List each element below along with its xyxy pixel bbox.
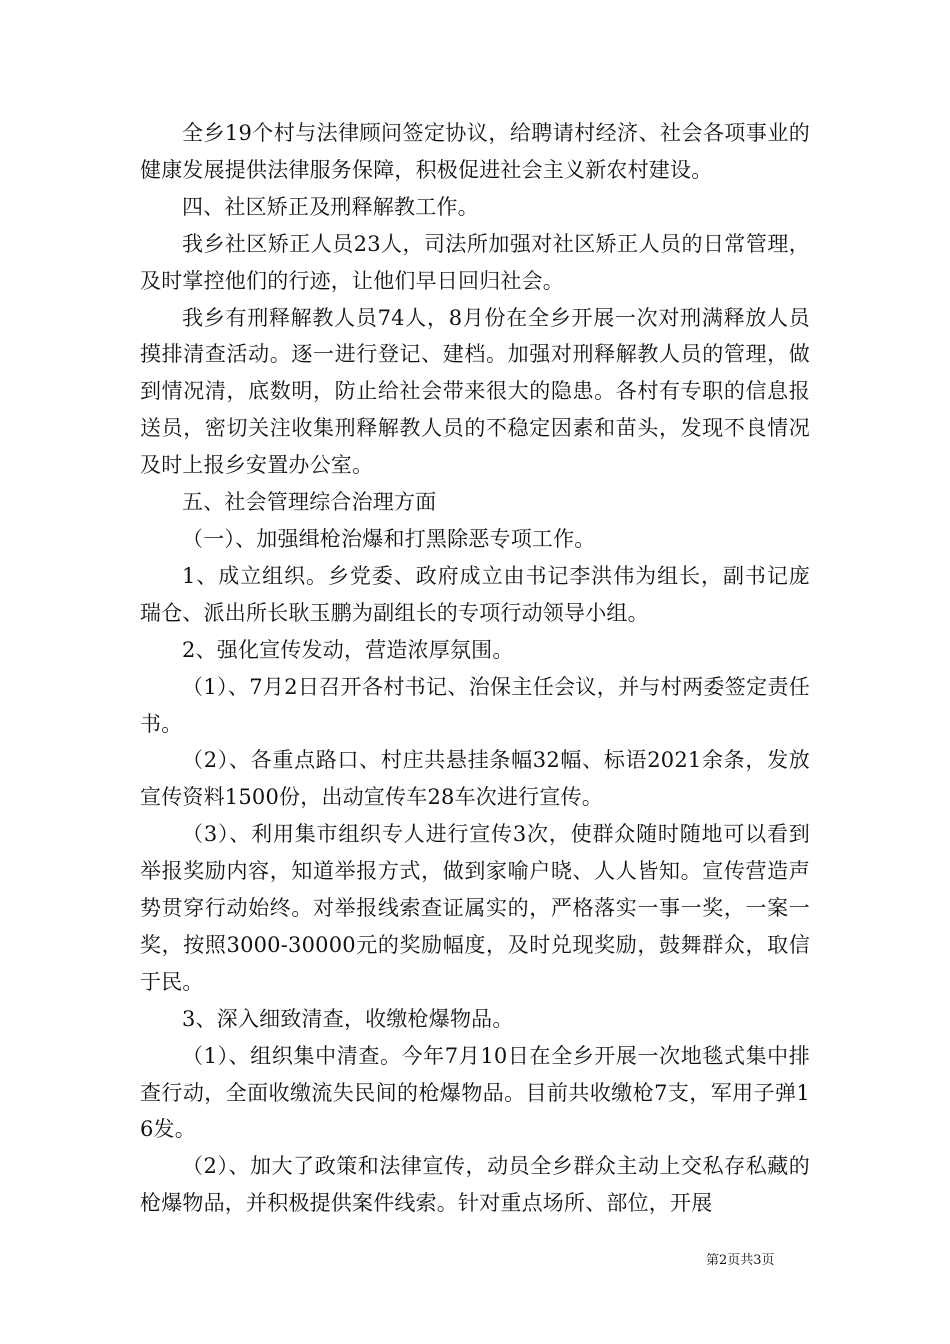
- paragraph-publicity-item-3: （3）、利用集市组织专人进行宣传3次，使群众随时随地可以看到举报奖励内容，知道举报方式，做到家喻户晓、人人皆知。宣传营造声势贯穿行动始终。对举报线索查证属实的，严格落实一事一奖，一案一奖，按照3000-30000元的奖励幅度，及时兑现奖励，鼓舞群众，取信于民。: [140, 822, 810, 994]
- paragraph-inspection-item-2: （2）、加大了政策和法律宣传，动员全乡群众主动上交私存私藏的枪爆物品，并积极提供案件线索。针对重点场所、部位，开展: [140, 1154, 810, 1216]
- section-heading-community-correction: 四、社区矫正及刑释解教工作。: [182, 194, 479, 219]
- paragraph-establish-organization: 1、成立组织。乡党委、政府成立由书记李洪伟为组长，副书记庞瑞仓、派出所长耿玉鹏为副组长的专项行动领导小组。: [140, 563, 810, 625]
- paragraph-publicity-item-1: （1）、7月2日召开各村书记、治保主任会议，并与村两委签定责任书。: [140, 674, 810, 736]
- paragraph-publicity-item-2: （2）、各重点路口、村庄共悬挂条幅32幅、标语2021余条，发放宣传资料1500份，出动宣传车28车次进行宣传。: [140, 748, 810, 810]
- subsection-heading-gun-explosive-control: （一）、加强缉枪治爆和打黑除恶专项工作。: [182, 526, 596, 551]
- section-heading-social-management: 五、社会管理综合治理方面: [182, 490, 437, 515]
- paragraph-community-correction: 我乡社区矫正人员23人，司法所加强对社区矫正人员的日常管理，及时掌控他们的行迹，让他们早日回归社会。: [140, 231, 810, 293]
- page-number-footer: 第2页共3页: [706, 1253, 775, 1268]
- paragraph-inspection-heading: 3、深入细致清查，收缴枪爆物品。: [182, 1006, 514, 1031]
- paragraph-legal-advisor: 全乡19个村与法律顾问签定协议，给聘请村经济、社会各项事业的健康发展提供法律服务保障，积极促进社会主义新农村建设。: [140, 121, 810, 182]
- paragraph-released-prisoners: 我乡有刑释解教人员74人，8月份在全乡开展一次对刑满释放人员摸排清查活动。逐一进行登记、建档。加强对刑释解教人员的管理，做到情况清，底数明，防止给社会带来很大的隐患。各村有专职的信息报送员，密切关注收集刑释解教人员的不稳定因素和苗头，发现不良情况及时上报乡安置办公室。: [140, 305, 810, 478]
- paragraph-publicity-heading: 2、强化宣传发动，营造浓厚氛围。: [182, 637, 514, 662]
- document-body: [140, 115, 810, 1222]
- paragraph-inspection-item-1: （1）、组织集中清查。今年7月10日在全乡开展一次地毯式集中排查行动，全面收缴流失民间的枪爆物品。目前共收缴枪7支，军用子弹16发。: [140, 1043, 810, 1142]
